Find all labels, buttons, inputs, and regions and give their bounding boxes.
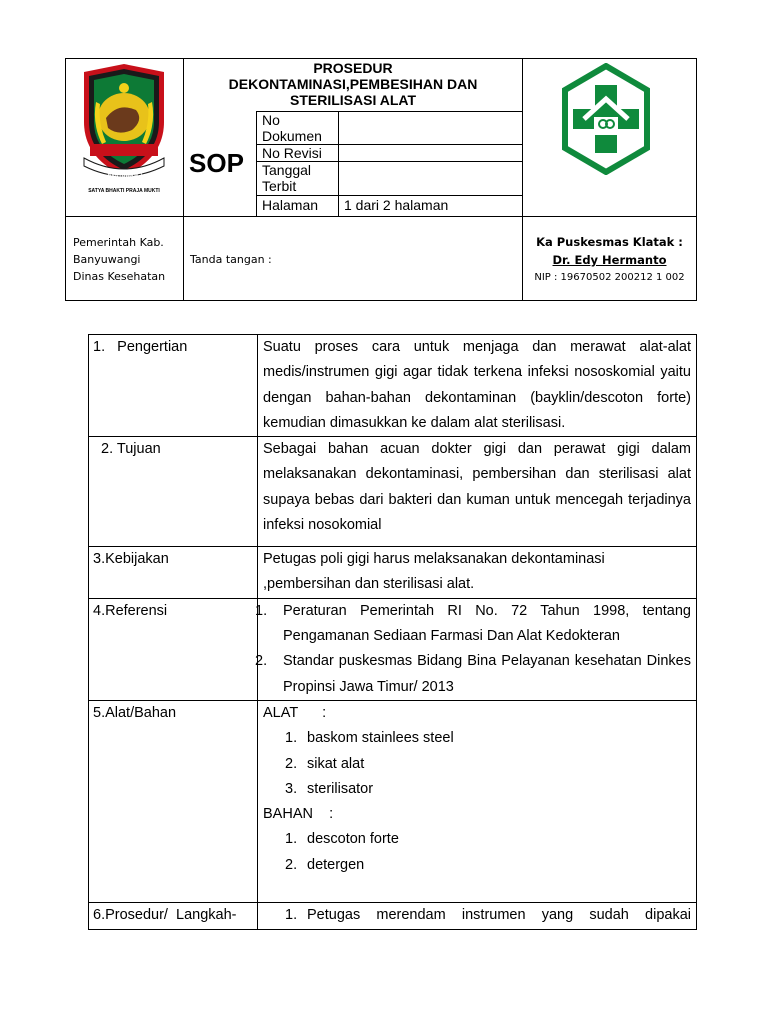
sop-label: SOP <box>189 148 244 178</box>
list-text: Peraturan Pemerintah RI No. 72 Tahun 1998, tentang Pengamanan Sediaan Farmasi Dan Alat Kedokteran <box>283 602 691 645</box>
meta-label-halaman: Halaman <box>262 197 319 213</box>
org-block <box>73 234 165 285</box>
head-name: Dr. Edy Hermanto <box>552 253 667 267</box>
row-label-tujuan: 2. Tujuan <box>89 437 258 547</box>
row-text-tujuan: Sebagai bahan acuan dokter gigi dan perawat gigi dalam melaksanakan dekontaminasi, pembersihan dan sterilisasi alat supaya bebas dari bakteri dan kuman untuk mencegah terjadinya infeksi nosokomial <box>258 437 697 547</box>
list-item <box>263 903 691 928</box>
head-nip: NIP : 19670502 200212 1 002 <box>534 272 685 283</box>
row-label-alat-bahan: 5.Alat/Bahan <box>89 700 258 902</box>
meta-label-line: Terbit <box>262 178 297 194</box>
list-text: Petugas merendam instrumen yang sudah dipakai <box>307 906 691 923</box>
list-text: baskom stainlees steel <box>307 730 454 747</box>
meta-label-tanggal-terbit <box>262 162 311 194</box>
row-content-referensi <box>255 598 697 700</box>
sop-title <box>183 60 523 108</box>
row-label-referensi: 4.Referensi <box>89 598 258 700</box>
org-line: Pemerintah Kab. <box>73 236 164 249</box>
alat-heading: ALAT : <box>263 704 327 721</box>
head-title: Ka Puskesmas Klatak : <box>536 235 683 249</box>
header-divider <box>65 216 697 217</box>
signature-label: Tanda tangan : <box>190 253 272 266</box>
list-number: 1. <box>285 730 298 747</box>
org-line: Dinas Kesehatan <box>73 270 166 283</box>
list-number: 2. <box>285 755 298 772</box>
table-row <box>89 902 697 929</box>
title-line: DEKONTAMINASI,PEMBESIHAN DAN <box>228 76 478 92</box>
list-number: 1. <box>285 831 298 848</box>
list-text: descoton forte <box>307 831 399 848</box>
list-text: sikat alat <box>307 755 365 772</box>
list-text: detergen <box>307 856 365 873</box>
list-item <box>263 752 691 777</box>
meta-line <box>338 111 339 216</box>
row-content-alat-bahan <box>258 700 697 902</box>
list-item <box>263 827 691 852</box>
org-line: Banyuwangi <box>73 253 141 266</box>
meta-line <box>256 111 257 216</box>
row-content-prosedur <box>258 902 697 929</box>
meta-label-no-revisi: No Revisi <box>262 145 322 161</box>
banyuwangi-logo <box>78 62 170 180</box>
title-line: PROSEDUR <box>313 60 393 76</box>
meta-label-line: Dokumen <box>262 128 322 144</box>
logo-banner-text: BANYUWANGI <box>107 173 143 179</box>
list-item <box>255 599 691 650</box>
logo-motto-text: SATYA BHAKTI PRAJA MUKTI <box>88 188 160 194</box>
bahan-heading: BAHAN : <box>263 806 334 823</box>
list-number: 3. <box>285 780 298 797</box>
list-item <box>263 853 691 878</box>
row-label-pengertian: 1. Pengertian <box>89 335 258 437</box>
puskesmas-logo <box>560 63 652 175</box>
row-text-pengertian: Suatu proses cara untuk menjaga dan merawat alat-alat medis/instrumen gigi agar tidak terkena infeksi nososkomial yaitu dengan bahan-bahan dekontaminan (bayklin/descoton forte) kemudian dimasukkan ke dalam alat sterilisasi. <box>258 335 697 437</box>
table-row <box>89 700 697 902</box>
list-text: Standar puskesmas Bidang Bina Pelayanan kesehatan Dinkes Propinsi Jawa Timur/ 2013 <box>283 653 691 695</box>
table-row <box>89 335 697 437</box>
list-number: 1. <box>255 602 268 619</box>
title-line: STERILISASI ALAT <box>290 92 416 108</box>
list-number: 2. <box>285 856 298 873</box>
meta-label-line: Tanggal <box>262 162 312 178</box>
table-row <box>89 547 697 599</box>
meta-label-line: No <box>262 112 280 128</box>
sop-content-table <box>88 334 697 930</box>
row-label-prosedur: 6.Prosedur/ Langkah- <box>89 902 258 929</box>
table-row <box>89 598 697 700</box>
meta-label-no-dokumen <box>262 112 322 144</box>
row-label-kebijakan: 3.Kebijakan <box>89 547 258 599</box>
list-item <box>263 726 691 751</box>
list-item <box>255 649 691 700</box>
list-number: 1. <box>285 906 298 923</box>
meta-line <box>256 195 522 196</box>
list-item <box>263 777 691 802</box>
row-text-kebijakan: Petugas poli gigi harus melaksanakan dekontaminasi ,pembersihan dan sterilisasi alat. <box>258 547 697 599</box>
list-number: 2. <box>255 653 268 670</box>
table-row <box>89 437 697 547</box>
list-text: sterilisator <box>307 780 374 797</box>
meta-value-halaman: 1 dari 2 halaman <box>344 197 449 213</box>
